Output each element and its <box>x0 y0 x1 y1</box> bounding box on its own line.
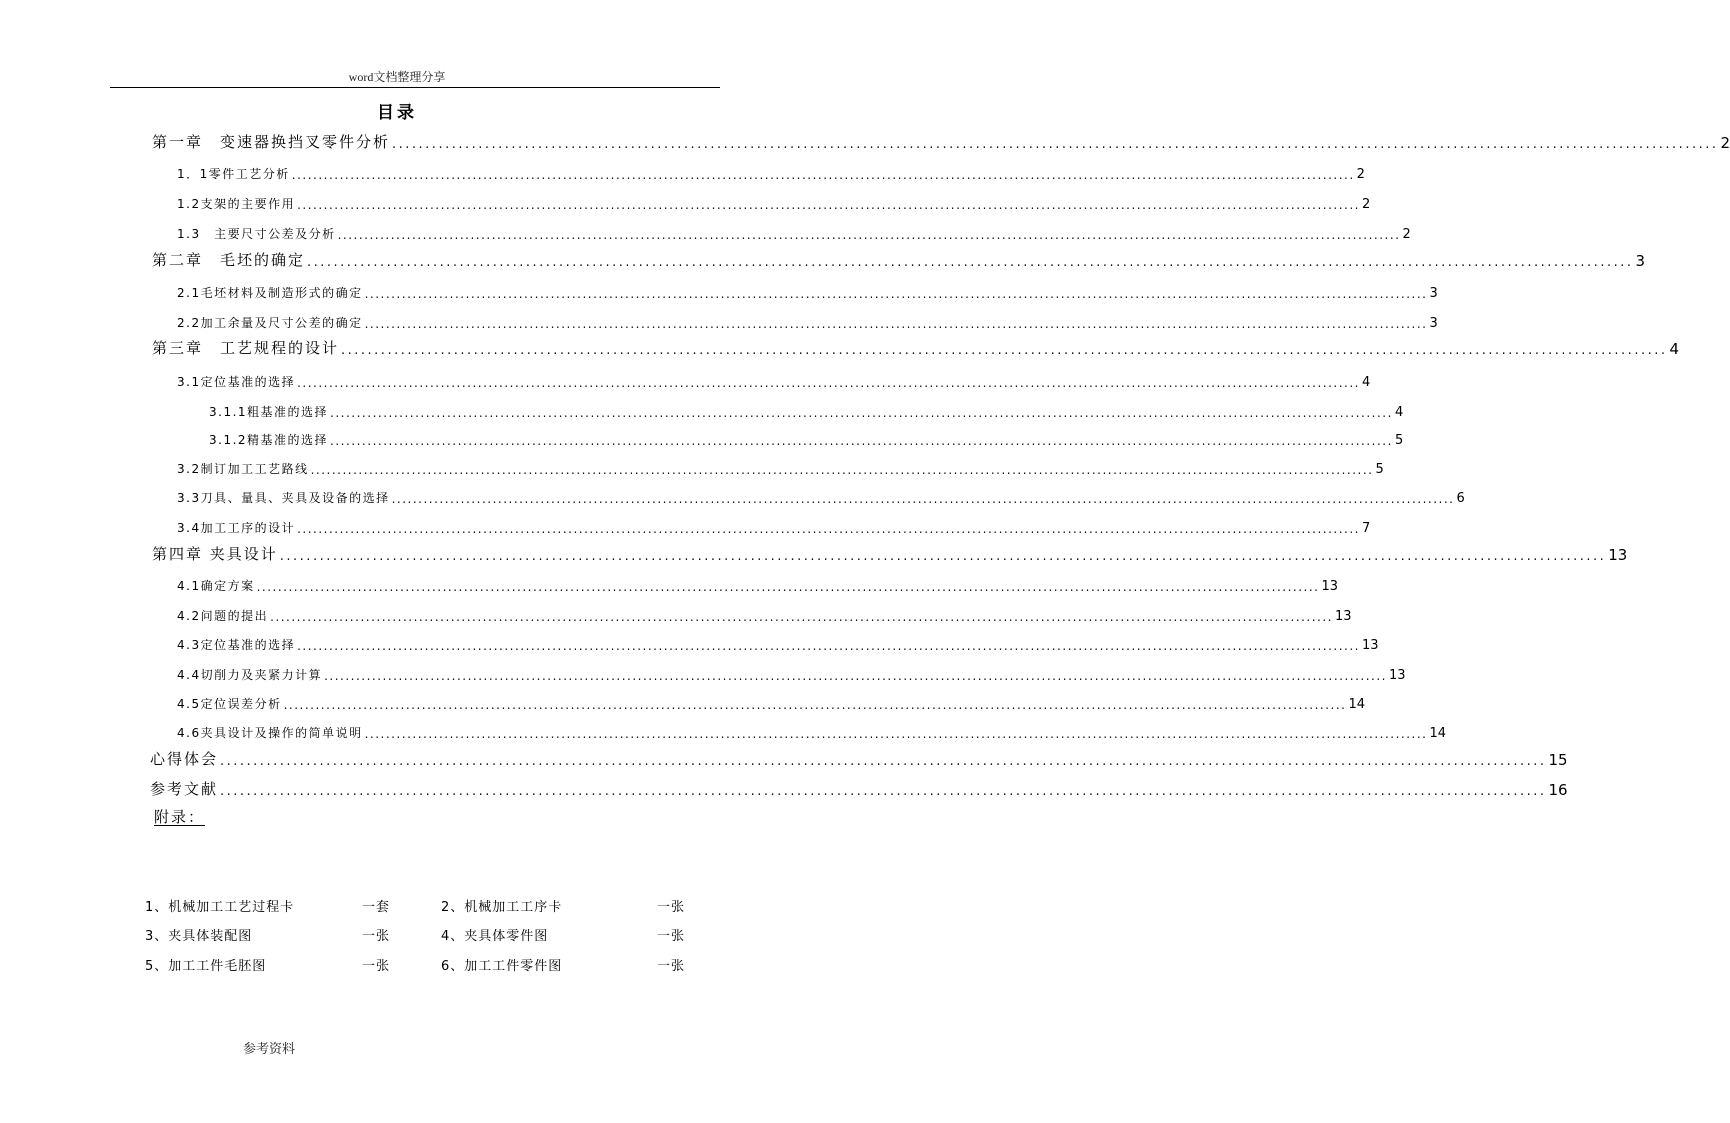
toc-leader-dots: ........................................................................................................................................................................................................ <box>310 463 1374 477</box>
toc-entry-4-2[interactable] <box>177 600 1352 624</box>
toc-entry-page: 14 <box>1348 697 1366 712</box>
toc-entry-label: 3.1定位基准的选择 <box>177 375 296 389</box>
toc-leader-dots: ........................................................................................................................................................................................................ <box>297 198 1360 212</box>
appendix-title: 附录： <box>154 808 206 826</box>
toc-entry-label: 3.1.1粗基准的选择 <box>209 405 329 419</box>
toc-entry-page: 4 <box>1394 405 1404 420</box>
toc-entry-chapter-1[interactable] <box>152 128 1730 152</box>
toc-entry-2-2[interactable] <box>177 307 1438 331</box>
toc-leader-dots: ........................................................................................................................................................................................................ <box>297 376 1360 390</box>
toc-leader-dots: ........................................................................................................................................................................................................ <box>283 698 1347 712</box>
toc-leader-dots: ........................................................................................................................................................................................................ <box>364 317 1428 331</box>
toc-leader-dots: ........................................................................................................................................................................................................ <box>364 287 1428 301</box>
toc-entry-4-1[interactable] <box>177 570 1339 594</box>
toc-entry-page: 13 <box>1321 579 1339 594</box>
toc-entry-page: 2 <box>1356 167 1365 182</box>
toc-entry-chapter-2[interactable] <box>152 246 1646 270</box>
attachment-name: 4、夹具体零件图 <box>441 929 549 944</box>
toc-entry-page: 15 <box>1548 751 1568 769</box>
toc-entry-label: 第一章 变速器换挡叉零件分析 <box>152 133 391 151</box>
toc-entry-page: 13 <box>1334 609 1352 624</box>
toc-entry-label: 1.3 主要尺寸公差及分析 <box>177 227 336 241</box>
attachment-name: 3、夹具体装配图 <box>145 929 253 944</box>
toc-entry-label: 3.4加工工序的设计 <box>177 521 296 535</box>
attachment-qty: 一张 <box>657 959 686 974</box>
toc-title: 目录 <box>377 103 417 123</box>
toc-entry-reflections[interactable] <box>150 745 1568 769</box>
toc-entry-3-1-2[interactable] <box>209 424 1404 448</box>
toc-entry-label: 2.2加工余量及尺寸公差的确定 <box>177 316 363 330</box>
toc-entry-label: 4.4切削力及夹紧力计算 <box>177 668 323 682</box>
toc-entry-page: 5 <box>1394 433 1404 448</box>
toc-entry-page: 5 <box>1375 462 1384 477</box>
toc-entry-label: 3.1.2精基准的选择 <box>209 433 329 447</box>
toc-entry-label: 第四章 夹具设计 <box>152 545 278 563</box>
toc-entry-label: 心得体会 <box>150 750 219 768</box>
toc-entry-label: 参考文献 <box>150 780 219 798</box>
toc-entry-2-1[interactable] <box>177 277 1438 301</box>
toc-entry-page: 7 <box>1361 521 1371 536</box>
toc-leader-dots: ........................................................................................................................................................................................................ <box>391 492 1455 506</box>
toc-entry-4-3[interactable] <box>177 629 1379 653</box>
attachment-qty: 一张 <box>657 929 686 944</box>
toc-entry-label: 3.3刀具、量具、夹具及设备的选择 <box>177 491 390 505</box>
header-divider <box>110 87 720 88</box>
toc-entry-page: 2 <box>1361 197 1371 212</box>
page-header-text: word文档整理分享 <box>348 70 446 84</box>
toc-entry-chapter-3[interactable] <box>152 334 1680 358</box>
toc-entry-label: 4.2问题的提出 <box>177 609 269 623</box>
toc-entry-1-1[interactable] <box>177 158 1365 182</box>
toc-entry-page: 6 <box>1456 491 1465 506</box>
toc-entry-label: 第三章 工艺规程的设计 <box>152 339 340 357</box>
toc-entry-page: 13 <box>1608 546 1628 564</box>
toc-leader-dots: ........................................................................................................................................................................................................ <box>220 754 1547 769</box>
toc-entry-page: 13 <box>1388 668 1406 683</box>
toc-entry-3-1[interactable] <box>177 366 1371 390</box>
toc-entry-1-2[interactable] <box>177 188 1371 212</box>
toc-leader-dots: ........................................................................................................................................................................................................ <box>330 406 1393 420</box>
toc-entry-page: 13 <box>1361 638 1379 653</box>
toc-entry-3-1-1[interactable] <box>209 396 1404 420</box>
toc-entry-label: 1．1零件工艺分析 <box>177 167 290 181</box>
toc-leader-dots: ........................................................................................................................................................................................................ <box>324 669 1387 683</box>
toc-entry-page: 14 <box>1429 726 1447 741</box>
toc-entry-page: 2 <box>1720 134 1730 152</box>
toc-entry-3-2[interactable] <box>177 453 1384 477</box>
toc-entry-page: 2 <box>1402 227 1411 242</box>
attachment-qty: 一张 <box>362 929 391 944</box>
toc-entry-label: 3.2制订加工工艺路线 <box>177 462 309 476</box>
toc-entry-4-5[interactable] <box>177 688 1366 712</box>
toc-entry-1-3[interactable] <box>177 218 1411 242</box>
toc-leader-dots: ........................................................................................................................................................................................................ <box>364 727 1428 741</box>
toc-entry-references[interactable] <box>150 775 1568 799</box>
toc-leader-dots: ........................................................................................................................................................................................................ <box>297 522 1360 536</box>
toc-entry-page: 3 <box>1429 316 1438 331</box>
toc-leader-dots: ........................................................................................................................................................................................................ <box>341 343 1668 358</box>
toc-leader-dots: ........................................................................................................................................................................................................ <box>307 255 1634 270</box>
toc-leader-dots: ........................................................................................................................................................................................................ <box>270 610 1333 624</box>
attachment-qty: 一套 <box>362 900 391 915</box>
toc-entry-page: 3 <box>1429 286 1438 301</box>
page-footer-text: 参考资料 <box>243 1042 296 1057</box>
toc-entry-3-3[interactable] <box>177 482 1465 506</box>
toc-entry-page: 4 <box>1361 375 1371 390</box>
toc-entry-page: 3 <box>1635 252 1646 270</box>
toc-leader-dots: ........................................................................................................................................................................................................ <box>330 434 1393 448</box>
attachment-name: 6、加工工件零件图 <box>441 959 563 974</box>
toc-leader-dots: ........................................................................................................................................................................................................ <box>256 580 1320 594</box>
toc-entry-label: 第二章 毛坯的确定 <box>152 251 306 269</box>
toc-entry-page: 16 <box>1548 781 1568 799</box>
attachment-name: 5、加工工件毛胚图 <box>145 959 267 974</box>
toc-leader-dots: ........................................................................................................................................................................................................ <box>220 784 1547 799</box>
toc-entry-4-6[interactable] <box>177 717 1447 741</box>
toc-leader-dots: ........................................................................................................................................................................................................ <box>297 639 1360 653</box>
toc-leader-dots: ........................................................................................................................................................................................................ <box>279 549 1607 564</box>
toc-entry-label: 4.3定位基准的选择 <box>177 638 296 652</box>
toc-entry-3-4[interactable] <box>177 512 1371 536</box>
toc-entry-label: 4.1确定方案 <box>177 579 255 593</box>
toc-entry-label: 1.2支架的主要作用 <box>177 197 296 211</box>
toc-entry-chapter-4[interactable] <box>152 540 1628 564</box>
toc-entry-label: 4.6夹具设计及操作的简单说明 <box>177 726 363 740</box>
attachment-name: 2、机械加工工序卡 <box>441 900 563 915</box>
toc-entry-4-4[interactable] <box>177 659 1406 683</box>
attachment-qty: 一张 <box>657 900 686 915</box>
toc-leader-dots: ........................................................................................................................................................................................................ <box>392 137 1719 152</box>
toc-entry-label: 2.1毛坯材料及制造形式的确定 <box>177 286 363 300</box>
toc-entry-page: 4 <box>1669 340 1680 358</box>
toc-leader-dots: ........................................................................................................................................................................................................ <box>291 168 1355 182</box>
attachment-qty: 一张 <box>362 959 391 974</box>
toc-leader-dots: ........................................................................................................................................................................................................ <box>337 228 1401 242</box>
toc-entry-label: 4.5定位误差分析 <box>177 697 282 711</box>
attachment-name: 1、机械加工工艺过程卡 <box>145 900 295 915</box>
